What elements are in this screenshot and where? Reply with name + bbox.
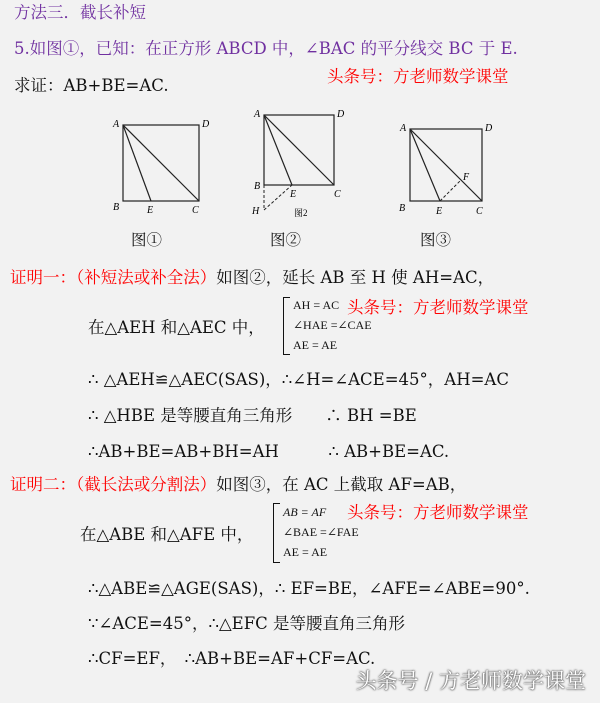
label-b: B — [113, 202, 120, 213]
problem-goal: 求证：AB+BE=AC. — [14, 76, 169, 95]
label-e: E — [436, 206, 443, 217]
system-row: AH = AC — [293, 298, 340, 312]
label-h: H — [252, 206, 260, 217]
proof-2-step-3: ∴CF=EF， ∴AB+BE=AF+CF=AC. — [88, 649, 376, 668]
proof-2-header — [10, 474, 466, 496]
proof-2-step-2: ∵∠ACE=45°，∴△EFC 是等腰直角三角形 — [88, 614, 406, 633]
figure-3-caption: 图③ — [420, 231, 452, 249]
proof-2-title: 证明二：（截长法或分割法） — [10, 475, 217, 494]
figure-2-caption: 图② — [270, 231, 302, 249]
label-a: A — [254, 109, 261, 120]
system-row: AE = AE — [283, 545, 328, 559]
label-d: D — [337, 109, 345, 120]
label-b: B — [399, 203, 406, 214]
proof-1-step-2: ∴ △HBE 是等腰直角三角形 ∴ BH =BE — [88, 406, 417, 425]
label-c: C — [334, 189, 341, 200]
watermark-label: 头条号：方老师数学课堂 — [327, 67, 509, 86]
label-d: D — [202, 119, 210, 130]
brace — [283, 297, 290, 355]
label-a: A — [113, 119, 120, 130]
system-row: ∠HAE =∠CAE — [293, 318, 372, 332]
label-f: F — [463, 172, 470, 183]
footer-watermark: 头条号 / 方老师数学课堂 — [355, 669, 586, 693]
system-row: AB = AF — [283, 505, 327, 519]
proof-1-step-3: ∴AB+BE=AB+BH=AH ∴ AB+BE=AC. — [88, 442, 450, 461]
proof-1-title: 证明一：（补短法或补全法） — [10, 268, 217, 287]
proof-2-intro: 如图③，在 AC 上截取 AF=AB， — [216, 475, 467, 494]
brace — [273, 503, 280, 563]
proof-1-given: 在△AEH 和△AEC 中， — [88, 318, 265, 337]
figure-3 — [396, 112, 500, 220]
system-row: AE = AE — [293, 338, 338, 352]
proof-2-step-1: ∴△ABE≌△AGE(SAS)，∴ EF=BE，∠AFE=∠ABE=90°. — [88, 579, 530, 598]
label-c: C — [476, 206, 483, 217]
watermark-label: 头条号：方老师数学课堂 — [347, 503, 529, 522]
figure-2-inner-caption: 图2 — [294, 208, 308, 218]
section-heading: 方法三．截长补短 — [14, 3, 146, 22]
figure-2 — [246, 104, 346, 228]
system-row: ∠BAE =∠FAE — [283, 525, 359, 539]
label-e: E — [147, 205, 154, 216]
proof-1-intro: 如图②，延长 AB 至 H 使 AH=AC， — [216, 268, 495, 287]
label-e: E — [290, 189, 297, 200]
problem-statement: 5.如图①，已知：在正方形 ABCD 中，∠BAC 的平分线交 BC 于 E. — [14, 39, 518, 58]
proof-1-header — [10, 267, 494, 289]
label-c: C — [192, 205, 199, 216]
figure-1 — [108, 112, 212, 222]
proof-2-given: 在△ABE 和△AFE 中， — [80, 525, 254, 544]
figure-1-caption: 图① — [131, 231, 163, 249]
label-a: A — [400, 123, 407, 134]
label-b: B — [254, 181, 261, 192]
proof-1-step-1: ∴ △AEH≌△AEC(SAS)，∴∠H=∠ACE=45°，AH=AC — [88, 370, 509, 389]
label-d: D — [485, 123, 493, 134]
watermark-label: 头条号：方老师数学课堂 — [347, 298, 529, 317]
